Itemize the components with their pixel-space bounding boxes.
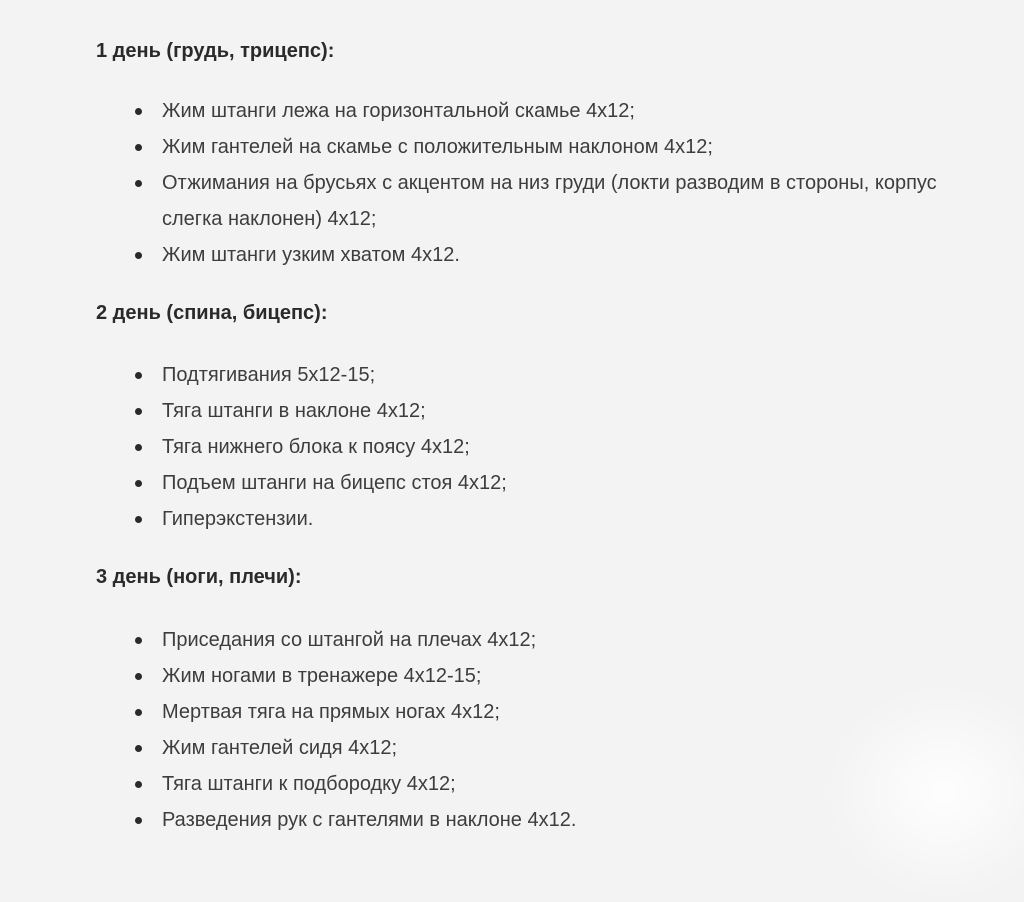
bullet-icon bbox=[135, 372, 142, 379]
list-item bbox=[96, 393, 996, 429]
bullet-icon bbox=[135, 673, 142, 680]
bullet-icon bbox=[135, 637, 142, 644]
exercise-text: Разведения рук с гантелями в наклоне 4x12. bbox=[162, 809, 577, 831]
bullet-icon bbox=[135, 408, 142, 415]
exercise-text: Жим ногами в тренажере 4x12-15; bbox=[162, 665, 482, 687]
exercise-text: Тяга штанги в наклоне 4x12; bbox=[162, 400, 426, 422]
list-item bbox=[96, 357, 996, 393]
exercise-text: Отжимания на брусьях с акцентом на низ груди (локти разводим в стороны, корпус слегка наклонен) 4x12; bbox=[162, 172, 937, 230]
day-1-section bbox=[96, 33, 996, 273]
bullet-icon bbox=[135, 180, 142, 187]
list-item bbox=[96, 730, 996, 766]
day-3-heading: 3 день (ноги, плечи): bbox=[96, 566, 302, 588]
bullet-icon bbox=[135, 781, 142, 788]
list-item bbox=[96, 129, 996, 165]
workout-program bbox=[96, 33, 996, 860]
bullet-icon bbox=[135, 480, 142, 487]
list-item bbox=[96, 694, 996, 730]
bullet-icon bbox=[135, 108, 142, 115]
list-item bbox=[96, 658, 996, 694]
bullet-icon bbox=[135, 709, 142, 716]
bullet-icon bbox=[135, 516, 142, 523]
exercise-text: Гиперэкстензии. bbox=[162, 508, 314, 530]
day-3-exercise-list bbox=[96, 622, 996, 838]
exercise-text: Тяга нижнего блока к поясу 4x12; bbox=[162, 436, 470, 458]
exercise-text: Жим гантелей сидя 4x12; bbox=[162, 737, 398, 759]
bullet-icon bbox=[135, 817, 142, 824]
bullet-icon bbox=[135, 745, 142, 752]
exercise-text: Мертвая тяга на прямых ногах 4x12; bbox=[162, 701, 500, 723]
exercise-text: Приседания со штангой на плечах 4x12; bbox=[162, 629, 537, 651]
exercise-text: Жим штанги узким хватом 4x12. bbox=[162, 244, 460, 266]
list-item bbox=[96, 93, 996, 129]
exercise-text: Тяга штанги к подбородку 4x12; bbox=[162, 773, 456, 795]
list-item bbox=[96, 802, 996, 838]
day-1-heading: 1 день (грудь, трицепс): bbox=[96, 40, 335, 62]
exercise-text: Жим штанги лежа на горизонтальной скамье 4x12; bbox=[162, 100, 635, 122]
list-item bbox=[96, 766, 996, 802]
day-2-exercise-list bbox=[96, 357, 996, 537]
list-item bbox=[96, 165, 992, 237]
bullet-icon bbox=[135, 144, 142, 151]
exercise-text: Подъем штанги на бицепс стоя 4x12; bbox=[162, 472, 507, 494]
day-1-exercise-list bbox=[96, 93, 996, 273]
day-2-section bbox=[96, 295, 996, 537]
day-3-section bbox=[96, 559, 996, 838]
list-item bbox=[96, 622, 996, 658]
list-item bbox=[96, 501, 996, 537]
bullet-icon bbox=[135, 252, 142, 259]
bullet-icon bbox=[135, 444, 142, 451]
list-item bbox=[96, 237, 996, 273]
list-item bbox=[96, 429, 996, 465]
exercise-text: Подтягивания 5x12-15; bbox=[162, 364, 376, 386]
day-2-heading: 2 день (спина, бицепс): bbox=[96, 302, 328, 324]
exercise-text: Жим гантелей на скамье с положительным наклоном 4x12; bbox=[162, 136, 713, 158]
list-item bbox=[96, 465, 996, 501]
